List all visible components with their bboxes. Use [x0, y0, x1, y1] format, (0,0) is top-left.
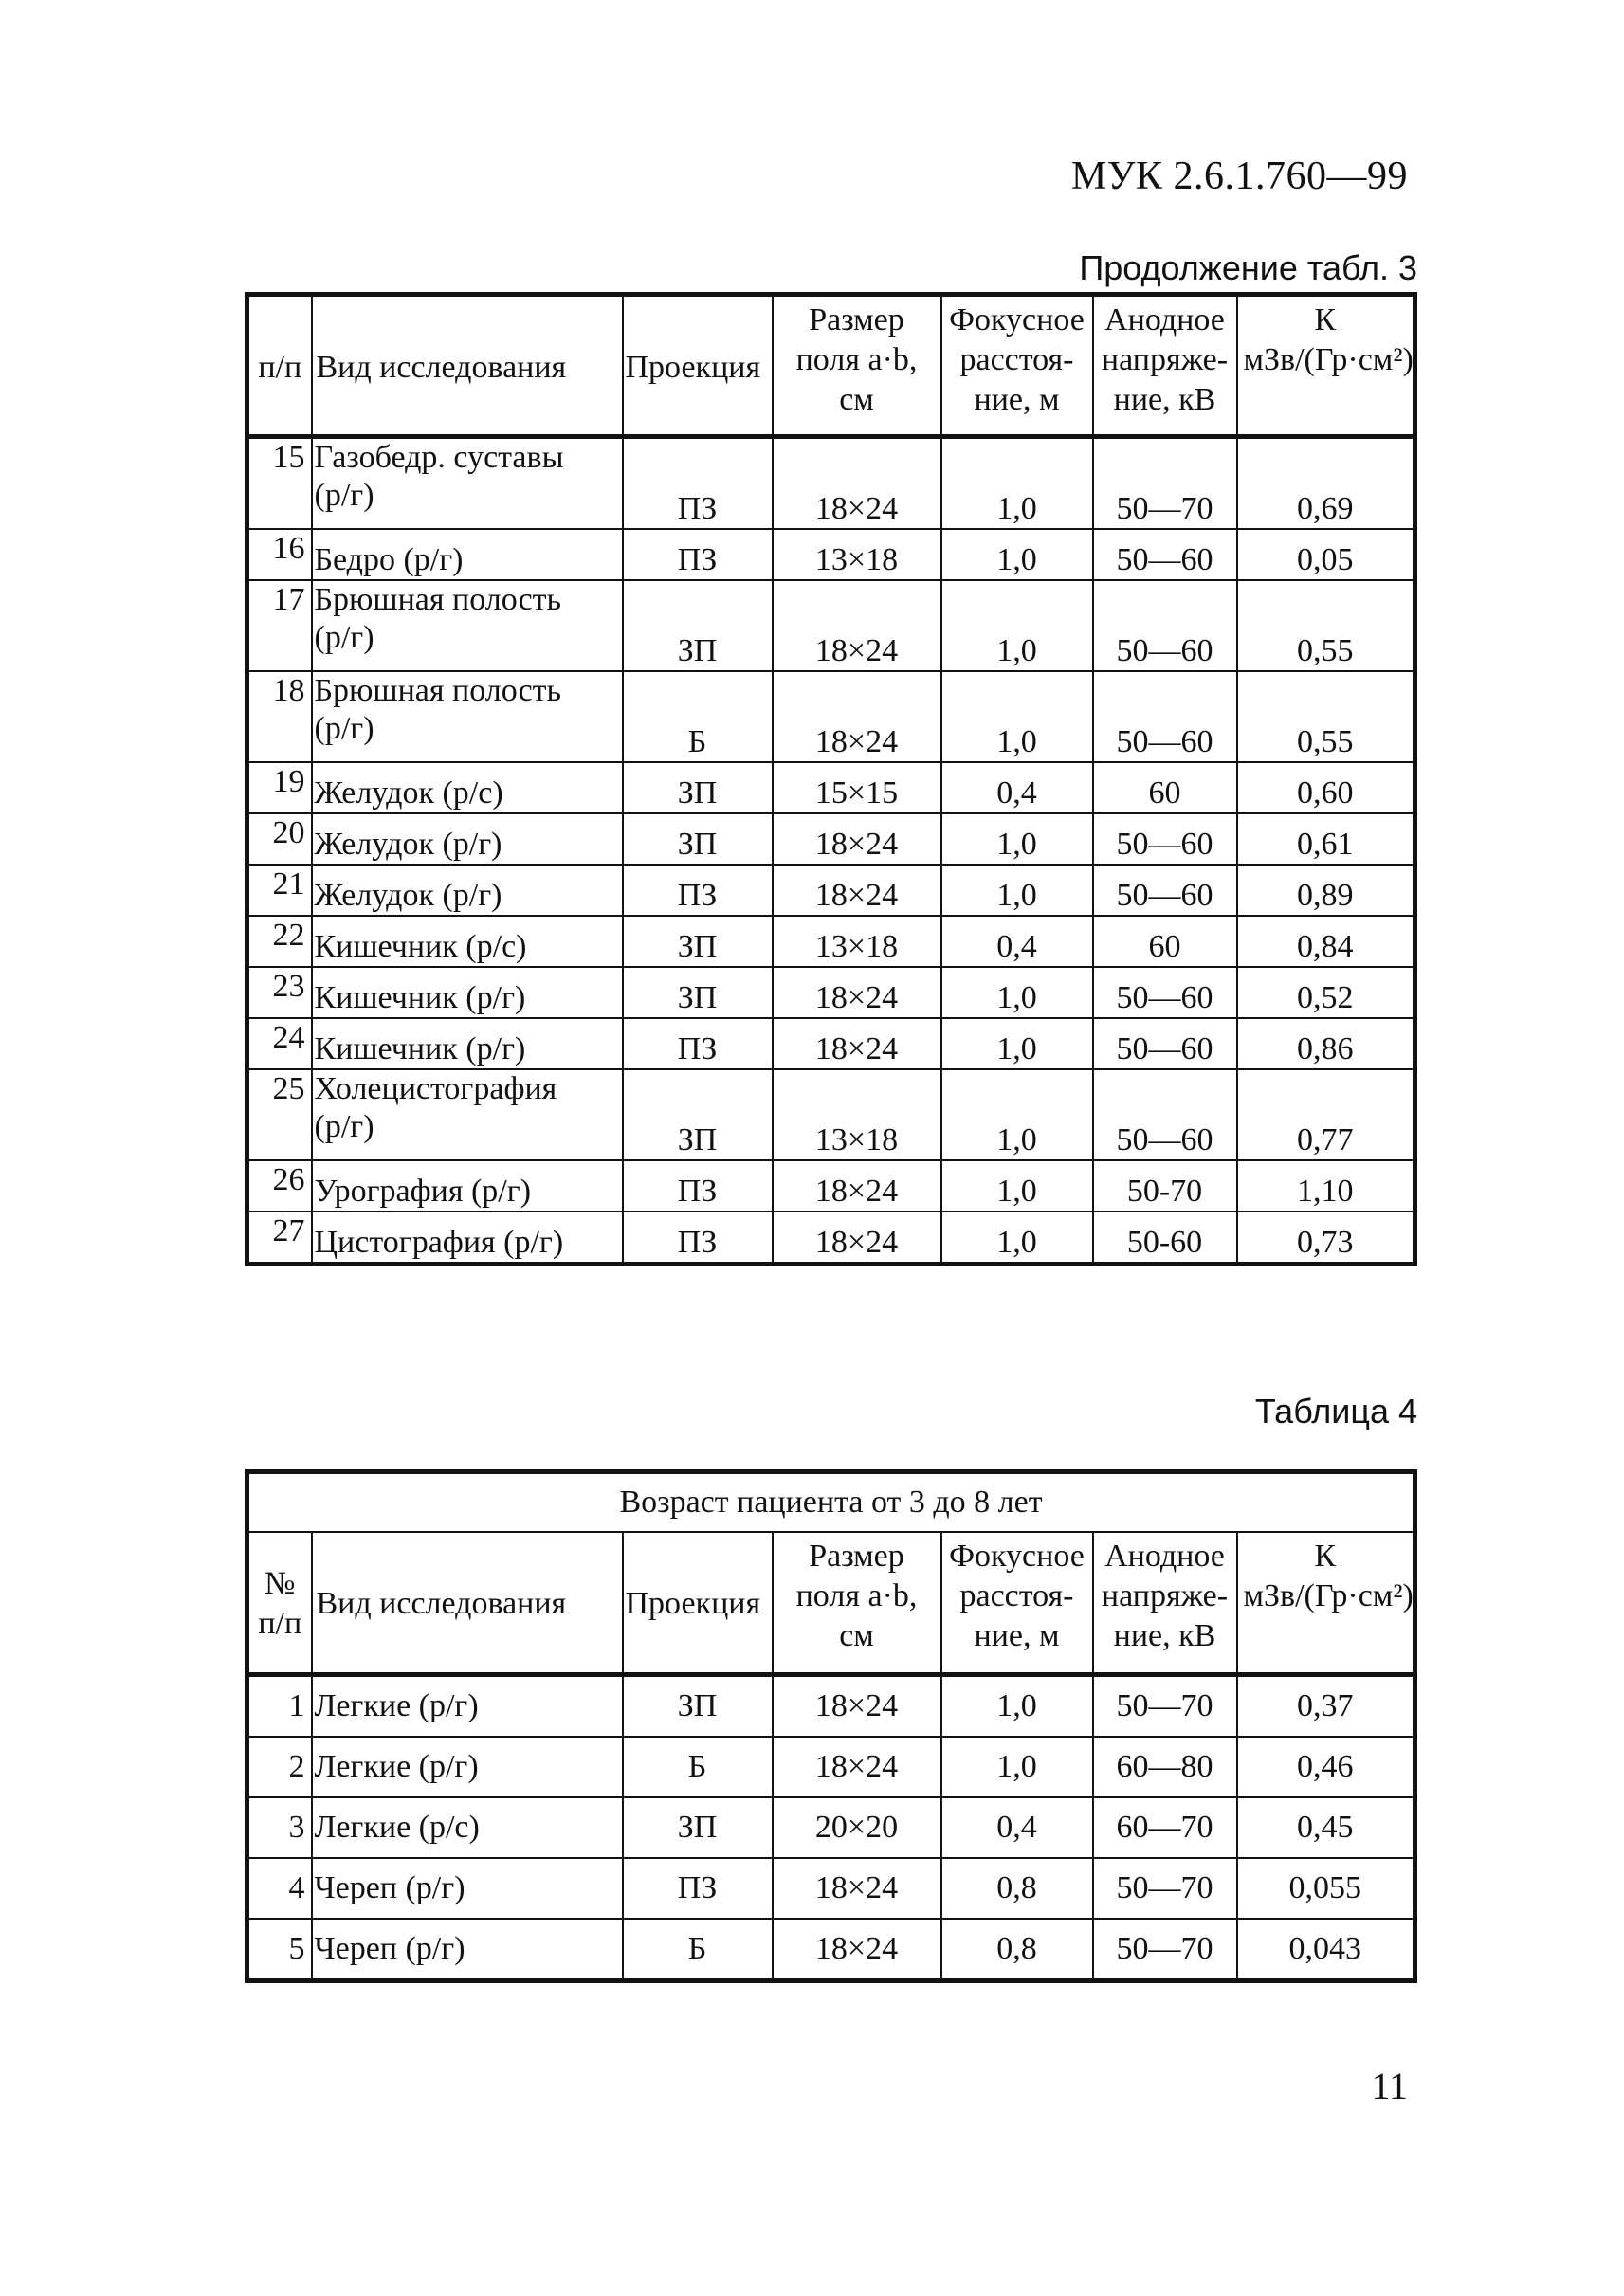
projection-cell: ЗП — [623, 813, 773, 865]
projection-cell: ЗП — [623, 1674, 773, 1737]
exam-name-cell — [312, 671, 623, 762]
exam-name-line: Цистография (р/г) — [314, 1225, 564, 1260]
anode-voltage-cell: 60—70 — [1093, 1797, 1237, 1858]
table-row — [247, 580, 1415, 671]
header-line: Фокусное — [949, 302, 1085, 337]
table4 — [245, 1469, 1417, 1983]
projection-cell: ПЗ — [623, 1212, 773, 1265]
field-size-cell: 18×24 — [773, 1919, 941, 1981]
header-line: мЗв/(Гр·см²) — [1243, 342, 1414, 377]
row-number: 27 — [247, 1212, 312, 1265]
table-row — [247, 437, 1415, 530]
exam-name-cell — [312, 1212, 623, 1265]
k-coefficient-cell: 0,84 — [1237, 916, 1415, 967]
exam-name-cell — [312, 865, 623, 916]
field-size-cell: 13×18 — [773, 529, 941, 580]
header-line: Размер — [809, 1539, 904, 1574]
exam-name-line: (р/г) — [314, 620, 374, 655]
row-number: 19 — [247, 762, 312, 813]
exam-name-line: Желудок (р/г) — [314, 827, 502, 862]
k-coefficient-cell: 0,73 — [1237, 1212, 1415, 1265]
field-size-cell: 20×20 — [773, 1797, 941, 1858]
row-number: 26 — [247, 1160, 312, 1212]
field-size-cell: 18×24 — [773, 1737, 941, 1797]
col-header-num: п/п — [247, 295, 312, 437]
table-row — [247, 1160, 1415, 1212]
row-number: 3 — [247, 1797, 312, 1858]
anode-voltage-cell: 50—60 — [1093, 529, 1237, 580]
k-coefficient-cell: 0,86 — [1237, 1018, 1415, 1069]
projection-cell: Б — [623, 1919, 773, 1981]
field-size-cell: 18×24 — [773, 437, 941, 530]
header-line: Фокусное — [949, 1539, 1085, 1574]
anode-voltage-cell: 50—70 — [1093, 1674, 1237, 1737]
col-header-voltage — [1093, 295, 1237, 437]
col-header-k — [1237, 295, 1415, 437]
header-line: поля a·b, см — [795, 1578, 918, 1653]
exam-name-line: Кишечник (р/г) — [314, 1031, 526, 1066]
exam-name-line: Кишечник (р/с) — [314, 929, 527, 964]
header-line: поля a·b, см — [795, 342, 918, 417]
table-row — [247, 967, 1415, 1018]
exam-name-cell: Череп (р/г) — [312, 1858, 623, 1919]
focal-distance-cell: 1,0 — [941, 1212, 1093, 1265]
projection-cell: ПЗ — [623, 1018, 773, 1069]
focal-distance-cell: 1,0 — [941, 865, 1093, 916]
anode-voltage-cell: 50—60 — [1093, 671, 1237, 762]
exam-name-cell — [312, 762, 623, 813]
field-size-cell: 13×18 — [773, 1069, 941, 1160]
focal-distance-cell: 0,4 — [941, 916, 1093, 967]
table-row — [247, 865, 1415, 916]
exam-name-line: (р/г) — [314, 1109, 374, 1144]
k-coefficient-cell: 0,60 — [1237, 762, 1415, 813]
page-number: 11 — [1371, 2065, 1408, 2107]
focal-distance-cell: 1,0 — [941, 529, 1093, 580]
k-coefficient-cell: 0,52 — [1237, 967, 1415, 1018]
exam-name-cell — [312, 916, 623, 967]
row-number: 17 — [247, 580, 312, 671]
field-size-cell: 13×18 — [773, 916, 941, 967]
field-size-cell: 18×24 — [773, 967, 941, 1018]
table-row — [247, 1858, 1415, 1919]
focal-distance-cell: 0,8 — [941, 1858, 1093, 1919]
anode-voltage-cell: 60 — [1093, 762, 1237, 813]
exam-name-line: Урография (р/г) — [314, 1174, 532, 1209]
table-row — [247, 916, 1415, 967]
exam-name-cell: Череп (р/г) — [312, 1919, 623, 1981]
document-code: МУК 2.6.1.760—99 — [1070, 155, 1408, 198]
header-line: мЗв/(Гр·см²) — [1243, 1578, 1414, 1613]
col-header-voltage — [1093, 1532, 1237, 1674]
table-row — [247, 1919, 1415, 1981]
table4-group-title: Возраст пациента от 3 до 8 лет — [247, 1472, 1415, 1533]
header-line: расстоя- — [959, 342, 1074, 377]
k-coefficient-cell: 1,10 — [1237, 1160, 1415, 1212]
exam-name-line: Бедро (р/г) — [314, 542, 464, 577]
anode-voltage-cell: 50—70 — [1093, 1919, 1237, 1981]
table-row — [247, 1018, 1415, 1069]
projection-cell: Б — [623, 671, 773, 762]
field-size-cell: 18×24 — [773, 1018, 941, 1069]
table3-body — [247, 437, 1415, 1265]
exam-name-cell — [312, 1160, 623, 1212]
k-coefficient-cell: 0,05 — [1237, 529, 1415, 580]
row-number: 5 — [247, 1919, 312, 1981]
k-coefficient-cell: 0,46 — [1237, 1737, 1415, 1797]
field-size-cell: 18×24 — [773, 865, 941, 916]
col-header-projection: Проекция — [623, 295, 773, 437]
anode-voltage-cell: 60 — [1093, 916, 1237, 967]
k-coefficient-cell: 0,055 — [1237, 1858, 1415, 1919]
header-line: расстоя- — [959, 1578, 1074, 1613]
k-coefficient-cell: 0,89 — [1237, 865, 1415, 916]
header-line: № — [265, 1566, 296, 1602]
table-row — [247, 813, 1415, 865]
focal-distance-cell: 1,0 — [941, 1160, 1093, 1212]
header-line: напряже- — [1101, 342, 1229, 377]
table-row — [247, 671, 1415, 762]
row-number: 20 — [247, 813, 312, 865]
row-number: 4 — [247, 1858, 312, 1919]
focal-distance-cell: 0,4 — [941, 762, 1093, 813]
row-number: 23 — [247, 967, 312, 1018]
exam-name-line: Кишечник (р/г) — [314, 980, 526, 1015]
header-line: ние, м — [974, 1618, 1060, 1653]
header-line: Размер — [809, 302, 904, 337]
projection-cell: Б — [623, 1737, 773, 1797]
table-row — [247, 529, 1415, 580]
field-size-cell: 18×24 — [773, 1160, 941, 1212]
field-size-cell: 18×24 — [773, 1212, 941, 1265]
field-size-cell: 18×24 — [773, 580, 941, 671]
focal-distance-cell: 1,0 — [941, 1069, 1093, 1160]
k-coefficient-cell: 0,61 — [1237, 813, 1415, 865]
anode-voltage-cell: 60—80 — [1093, 1737, 1237, 1797]
field-size-cell: 18×24 — [773, 1674, 941, 1737]
col-header-focus — [941, 295, 1093, 437]
exam-name-cell — [312, 813, 623, 865]
anode-voltage-cell: 50-70 — [1093, 1160, 1237, 1212]
focal-distance-cell: 1,0 — [941, 671, 1093, 762]
exam-name-cell: Легкие (р/г) — [312, 1737, 623, 1797]
k-coefficient-cell: 0,55 — [1237, 580, 1415, 671]
field-size-cell: 18×24 — [773, 671, 941, 762]
projection-cell: ЗП — [623, 1797, 773, 1858]
exam-name-line: Холецистография — [314, 1071, 557, 1106]
projection-cell: ЗП — [623, 916, 773, 967]
projection-cell: ПЗ — [623, 865, 773, 916]
table-row — [247, 1674, 1415, 1737]
row-number: 18 — [247, 671, 312, 762]
exam-name-cell — [312, 529, 623, 580]
exam-name-cell — [312, 1018, 623, 1069]
projection-cell: ЗП — [623, 580, 773, 671]
row-number: 21 — [247, 865, 312, 916]
exam-name-line: Брюшная полость — [314, 673, 562, 708]
table4-body — [247, 1674, 1415, 1980]
row-number: 25 — [247, 1069, 312, 1160]
col-header-projection: Проекция — [623, 1532, 773, 1674]
k-coefficient-cell: 0,45 — [1237, 1797, 1415, 1858]
focal-distance-cell: 1,0 — [941, 967, 1093, 1018]
anode-voltage-cell: 50—60 — [1093, 967, 1237, 1018]
header-line: К — [1314, 1539, 1337, 1574]
header-line: Анодное — [1104, 1539, 1225, 1574]
row-number: 24 — [247, 1018, 312, 1069]
projection-cell: ПЗ — [623, 1858, 773, 1919]
row-number: 22 — [247, 916, 312, 967]
header-line: п/п — [258, 1606, 302, 1642]
anode-voltage-cell: 50—70 — [1093, 1858, 1237, 1919]
col-header-k — [1237, 1532, 1415, 1674]
exam-name-cell — [312, 580, 623, 671]
row-number: 1 — [247, 1674, 312, 1737]
focal-distance-cell: 1,0 — [941, 580, 1093, 671]
anode-voltage-cell: 50—70 — [1093, 437, 1237, 530]
focal-distance-cell: 0,4 — [941, 1797, 1093, 1858]
k-coefficient-cell: 0,37 — [1237, 1674, 1415, 1737]
table-row — [247, 1069, 1415, 1160]
exam-name-line: Желудок (р/с) — [314, 775, 503, 811]
exam-name-line: (р/г) — [314, 478, 374, 513]
k-coefficient-cell: 0,043 — [1237, 1919, 1415, 1981]
table-row — [247, 762, 1415, 813]
header-line: напряже- — [1101, 1578, 1229, 1613]
field-size-cell: 18×24 — [773, 813, 941, 865]
col-header-name: Вид исследования — [312, 1532, 623, 1674]
exam-name-cell: Легкие (р/с) — [312, 1797, 623, 1858]
header-line: К — [1314, 302, 1337, 337]
col-header-size — [773, 295, 941, 437]
projection-cell: ЗП — [623, 762, 773, 813]
k-coefficient-cell: 0,77 — [1237, 1069, 1415, 1160]
k-coefficient-cell: 0,69 — [1237, 437, 1415, 530]
table3 — [245, 292, 1417, 1266]
table3-caption: Продолжение табл. 3 — [1079, 248, 1417, 287]
exam-name-line: Брюшная полость — [314, 582, 562, 617]
col-header-name: Вид исследования — [312, 295, 623, 437]
projection-cell: ЗП — [623, 967, 773, 1018]
field-size-cell: 18×24 — [773, 1858, 941, 1919]
exam-name-cell: Легкие (р/г) — [312, 1674, 623, 1737]
header-line: ние, кВ — [1113, 1618, 1216, 1653]
anode-voltage-cell: 50—60 — [1093, 813, 1237, 865]
exam-name-line: Газобедр. суставы — [314, 440, 564, 475]
col-header-focus — [941, 1532, 1093, 1674]
table-row — [247, 1212, 1415, 1265]
header-line: Анодное — [1104, 302, 1225, 337]
anode-voltage-cell: 50—60 — [1093, 865, 1237, 916]
anode-voltage-cell: 50—60 — [1093, 1018, 1237, 1069]
focal-distance-cell: 1,0 — [941, 1674, 1093, 1737]
table4-caption: Таблица 4 — [1254, 1392, 1417, 1430]
focal-distance-cell: 1,0 — [941, 437, 1093, 530]
anode-voltage-cell: 50—60 — [1093, 580, 1237, 671]
exam-name-cell — [312, 967, 623, 1018]
focal-distance-cell: 1,0 — [941, 1018, 1093, 1069]
row-number: 16 — [247, 529, 312, 580]
focal-distance-cell: 0,8 — [941, 1919, 1093, 1981]
anode-voltage-cell: 50—60 — [1093, 1069, 1237, 1160]
projection-cell: ПЗ — [623, 529, 773, 580]
projection-cell: ЗП — [623, 1069, 773, 1160]
k-coefficient-cell: 0,55 — [1237, 671, 1415, 762]
projection-cell: ПЗ — [623, 437, 773, 530]
exam-name-line: (р/г) — [314, 711, 374, 746]
col-header-size — [773, 1532, 941, 1674]
header-line: ние, кВ — [1113, 382, 1216, 417]
exam-name-cell — [312, 1069, 623, 1160]
col-header-num — [247, 1532, 312, 1674]
row-number: 2 — [247, 1737, 312, 1797]
table-row — [247, 1737, 1415, 1797]
field-size-cell: 15×15 — [773, 762, 941, 813]
exam-name-line: Желудок (р/г) — [314, 878, 502, 913]
focal-distance-cell: 1,0 — [941, 813, 1093, 865]
exam-name-cell — [312, 437, 623, 530]
header-line: ние, м — [974, 382, 1060, 417]
focal-distance-cell: 1,0 — [941, 1737, 1093, 1797]
anode-voltage-cell: 50-60 — [1093, 1212, 1237, 1265]
projection-cell: ПЗ — [623, 1160, 773, 1212]
row-number: 15 — [247, 437, 312, 530]
table-row — [247, 1797, 1415, 1858]
